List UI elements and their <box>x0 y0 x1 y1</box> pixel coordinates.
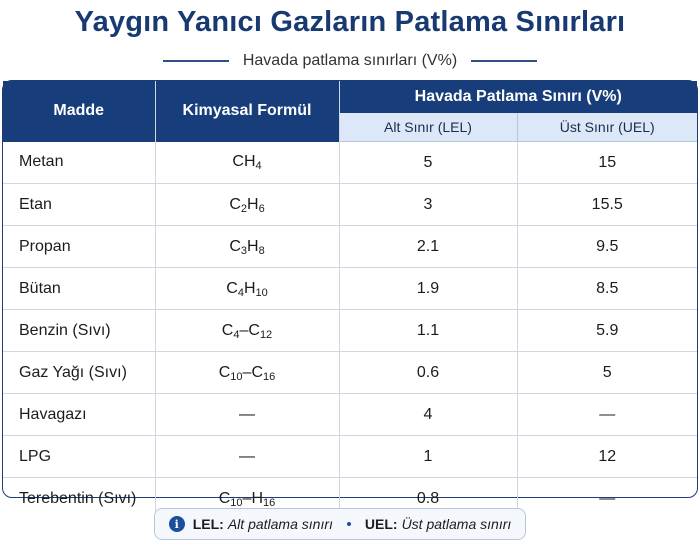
substance-name: Bütan <box>3 268 155 310</box>
chemical-formula <box>155 436 339 478</box>
formula-subscript: 10 <box>230 370 243 383</box>
table-row <box>3 436 697 478</box>
formula-element: C <box>229 237 241 255</box>
header-lel: Alt Sınır (LEL) <box>339 113 517 142</box>
lel-value: 3 <box>339 184 517 226</box>
lel-value: 2.1 <box>339 226 517 268</box>
legend <box>154 508 526 540</box>
formula-element: –C <box>242 363 263 381</box>
lel-value: 5 <box>339 142 517 184</box>
uel-value: 9.5 <box>517 226 697 268</box>
legend-lel-text: Alt patlama sınırı <box>227 516 333 532</box>
formula-subscript: 6 <box>258 202 265 215</box>
formula-subscript: 4 <box>233 328 240 341</box>
substance-name: Benzin (Sıvı) <box>3 310 155 352</box>
header-formula: Kimyasal Formül <box>155 81 339 142</box>
table-row <box>3 352 697 394</box>
lel-value: 1.9 <box>339 268 517 310</box>
page-title: Yaygın Yanıcı Gazların Patlama Sınırları <box>74 6 626 38</box>
formula-element: –C <box>239 321 260 339</box>
page-subtitle: Havada patlama sınırları (V%) <box>242 52 458 69</box>
substance-name: Etan <box>3 184 155 226</box>
substance-name: LPG <box>3 436 155 478</box>
formula-subscript: 3 <box>240 244 247 257</box>
lel-value: 0.8 <box>339 478 517 520</box>
chemical-formula <box>155 310 339 352</box>
subtitle-right-line <box>471 60 537 62</box>
formula-element: C <box>229 195 241 213</box>
formula-element: C <box>218 489 231 507</box>
subtitle-row <box>0 50 700 72</box>
uel-value: 15 <box>517 142 697 184</box>
uel-value: 12 <box>517 436 697 478</box>
legend-separator-dot <box>347 522 351 526</box>
formula-subscript: 12 <box>259 328 273 341</box>
chemical-formula <box>155 142 339 184</box>
substance-name: Terebentin (Sıvı) <box>3 478 155 520</box>
substance-name: Havagazı <box>3 394 155 436</box>
chemical-formula <box>155 226 339 268</box>
lel-value: 4 <box>339 394 517 436</box>
formula-subscript: 4 <box>255 160 262 173</box>
formula-element: C <box>232 153 244 171</box>
uel-value: 8.5 <box>517 268 697 310</box>
lel-value: 0.6 <box>339 352 517 394</box>
uel-value: — <box>599 489 616 507</box>
formula-subscript: 10 <box>230 496 243 509</box>
chemical-formula <box>155 352 339 394</box>
lel-value: 1.1 <box>339 310 517 352</box>
header-limit: Havada Patlama Sınırı (V%) <box>339 81 697 113</box>
lel-value: 1 <box>339 436 517 478</box>
formula-subscript: 2 <box>240 202 247 215</box>
substance-name: Metan <box>3 142 155 184</box>
substance-name: Propan <box>3 226 155 268</box>
formula-element: H <box>243 153 256 171</box>
table-row <box>3 142 697 184</box>
formula-element: — <box>239 405 255 423</box>
formula-element: C <box>226 279 238 297</box>
table-row <box>3 226 697 268</box>
uel-value: 5.9 <box>517 310 697 352</box>
formula-element: H <box>247 195 259 213</box>
uel-value: — <box>517 394 697 436</box>
formula-subscript: 8 <box>258 244 265 257</box>
legend-uel-text: Üst patlama sınırı <box>401 516 512 532</box>
formula-element: H <box>247 237 259 255</box>
formula-subscript: 10 <box>255 286 268 299</box>
formula-subscript: 16 <box>263 370 276 383</box>
table-body <box>3 142 697 520</box>
header-uel: Üst Sınır (UEL) <box>517 113 697 142</box>
table-row <box>3 268 697 310</box>
legend-uel-key: UEL: <box>364 516 398 532</box>
formula-subscript: 4 <box>237 286 244 299</box>
header-substance: Madde <box>3 81 155 142</box>
info-icon: i <box>169 516 185 532</box>
chemical-formula <box>155 268 339 310</box>
formula-element: C <box>218 363 231 381</box>
table-row <box>3 394 697 436</box>
formula-element: — <box>239 447 255 465</box>
legend-lel-key: LEL: <box>192 516 224 532</box>
chemical-formula <box>155 184 339 226</box>
uel-value: 5 <box>517 352 697 394</box>
substance-name: Gaz Yağı (Sıvı) <box>3 352 155 394</box>
table-row <box>3 184 697 226</box>
explosion-limits-table <box>2 80 698 509</box>
subtitle-left-line <box>163 60 229 62</box>
formula-element: H <box>243 279 256 297</box>
chemical-formula <box>155 394 339 436</box>
formula-element: C <box>221 321 234 339</box>
formula-subscript: 16 <box>263 496 276 509</box>
uel-value: 15.5 <box>517 184 697 226</box>
table-row <box>3 310 697 352</box>
formula-element: –H <box>242 489 263 507</box>
